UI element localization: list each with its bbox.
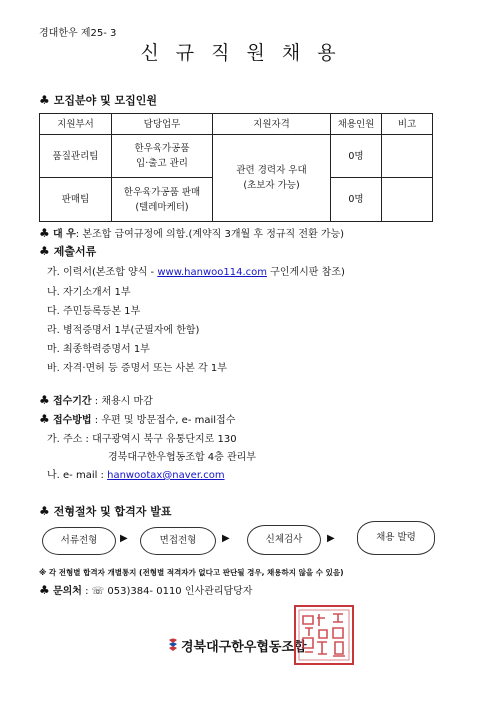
method-line: ♣ 접수방법 : 우편 및 방문접수, e- mail접수 (39, 412, 236, 426)
dept-cell: 판매팀 (40, 178, 112, 222)
table-header: 지원부서 (40, 114, 112, 135)
step-arrow-icon: ▶ (120, 533, 128, 544)
email-link[interactable]: hanwootax@naver.com (107, 470, 225, 481)
page-title: 신규직원채용 (140, 42, 353, 64)
step-document-screening: 서류전형 (42, 527, 116, 555)
document-item: 라. 병적증명서 1부(군필자에 한함) (47, 325, 200, 336)
club-bullet-icon: ♣ (39, 244, 50, 258)
step-appointment: 채용 발령 (357, 521, 435, 555)
period-line: ♣ 접수기간 : 채용시 마감 (39, 393, 153, 407)
club-bullet-icon: ♣ (39, 412, 50, 426)
contact-line: ♣ 문의처 : ☏ 053)384- 0110 인사관리담당자 (39, 583, 253, 597)
table-row (40, 135, 433, 178)
address-line: 가. 주소 : 대구광역시 북구 유통단지로 130 (47, 434, 237, 445)
note-cell (382, 178, 433, 222)
club-bullet-icon: ♣ (39, 226, 50, 240)
salary-line: ♣ 대 우: 본조합 급여규정에 의함.(계약직 3개월 후 정규직 전환 가능) (39, 226, 345, 240)
address-line-2: 경북대구한우협동조합 4층 관리부 (108, 452, 256, 463)
step-interview: 면접전형 (140, 527, 216, 555)
table-header: 지원자격 (213, 114, 331, 135)
document-item: 바. 자격·면허 등 증명서 또는 사본 각 1부 (47, 363, 227, 374)
homepage-link[interactable]: www.hanwoo114.com (157, 267, 267, 278)
organization-name: 경북대구한우협동조합 (181, 640, 307, 655)
duty-cell: 한우육가공품 판매 (텔레마케터) (112, 178, 213, 222)
recruit-table (39, 113, 433, 222)
table-header: 채용인원 (331, 114, 382, 135)
count-cell: 0명 (331, 178, 382, 222)
club-bullet-icon: ♣ (39, 583, 50, 597)
document-item: 마. 최종학력증명서 1부 (47, 344, 150, 355)
count-cell: 0명 (331, 135, 382, 178)
documents-heading: ♣ 제출서류 (39, 244, 97, 258)
email-line: 나. e- mail : hanwootax@naver.com (47, 470, 225, 481)
step-arrow-icon: ▶ (327, 533, 335, 544)
table-header: 담당업무 (112, 114, 213, 135)
step-physical-exam: 신체검사 (247, 525, 321, 555)
note-cell (382, 135, 433, 178)
notice-text: ※ 각 전형별 합격자 개별통지 (전형별 적격자가 없다고 판단될 경우, 채용하지 않을 수 있음) (39, 568, 344, 577)
duty-cell: 한우육가공품 입·출고 관리 (112, 135, 213, 178)
club-bullet-icon: ♣ (39, 393, 50, 407)
document-item: 가. 이력서(본조합 양식 - www.hanwoo114.com 구인게시판 참조) (47, 267, 345, 278)
table-header: 비고 (382, 114, 433, 135)
document-number: 경대한우 제25- 3 (39, 28, 117, 39)
official-seal-icon (293, 604, 355, 666)
document-item: 나. 자기소개서 1부 (47, 287, 131, 298)
club-bullet-icon: ♣ (39, 93, 50, 107)
qualification-cell: 관련 경력자 우대 (초보자 가능) (213, 135, 331, 222)
document-item: 다. 주민등록등본 1부 (47, 306, 141, 317)
club-bullet-icon: ♣ (39, 504, 50, 518)
process-heading: ♣ 전형절차 및 합격자 발표 (39, 504, 172, 518)
step-arrow-icon: ▶ (222, 533, 230, 544)
recruit-heading: ♣ 모집분야 및 모집인원 (39, 93, 158, 107)
dept-cell: 품질관리팀 (40, 135, 112, 178)
